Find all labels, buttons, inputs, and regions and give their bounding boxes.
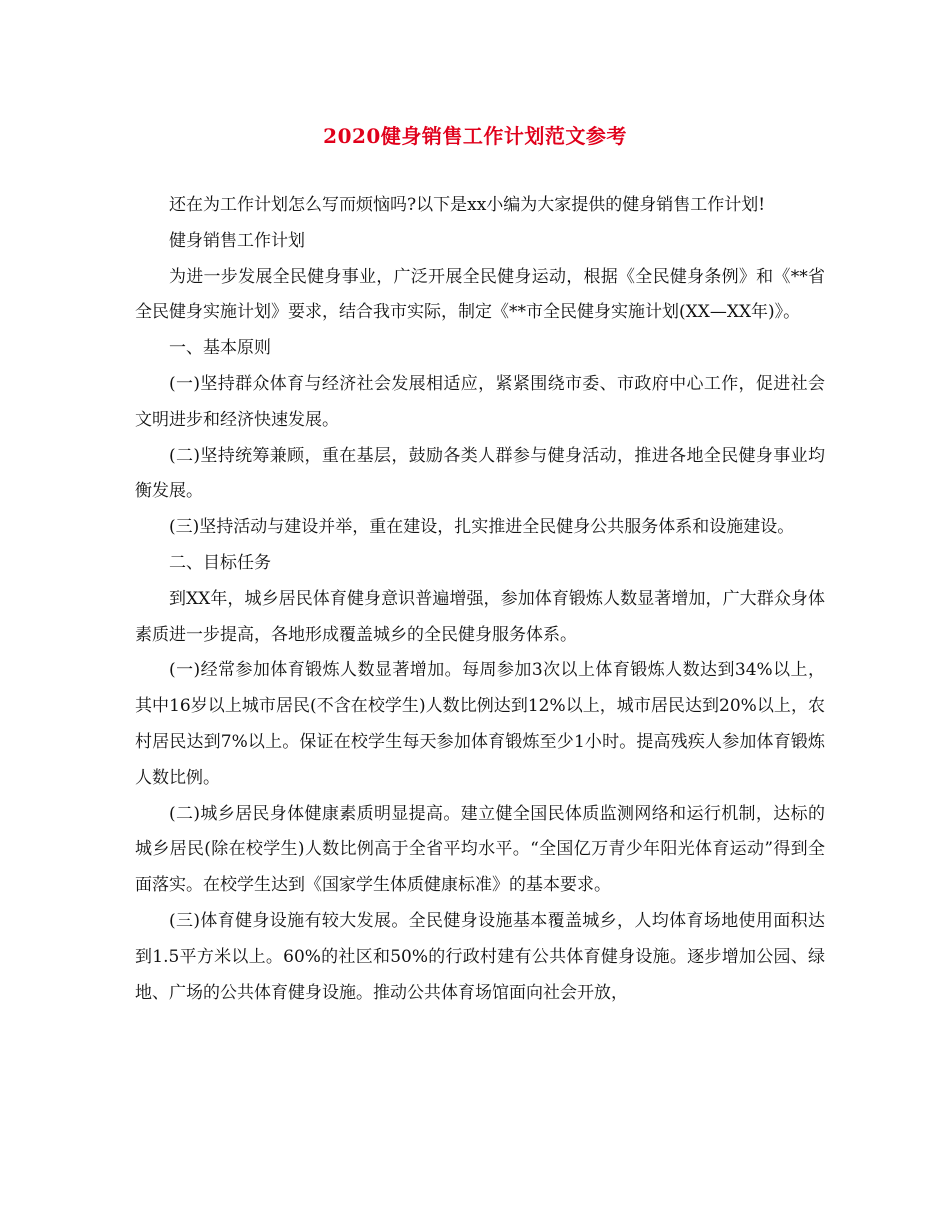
paragraph-principle-2: (二)坚持统筹兼顾，重在基层，鼓励各类人群参与健身活动，推进各地全民健身事业均衡发展。	[135, 445, 825, 502]
paragraph-principle-1: (一)坚持群众体育与经济社会发展相适应，紧紧围绕市委、市政府中心工作，促进社会文明进步和经济快速发展。	[135, 373, 825, 430]
paragraph-goal-3: (三)体育健身设施有较大发展。全民健身设施基本覆盖城乡，人均体育场地使用面积达到1.5平方米以上。60%的社区和50%的行政村建有公共体育健身设施。逐步增加公园、绿地、广场的公共体育健身设施。推动公共体育场馆面向社会开放，	[135, 910, 825, 1003]
paragraph-subtitle: 健身销售工作计划	[169, 230, 305, 251]
document-title: 2020健身销售工作计划范文参考	[323, 124, 627, 148]
paragraph-goals-overview: 到XX年，城乡居民体育健身意识普遍增强，参加体育锻炼人数显著增加，广大群众身体素质进一步提高，各地形成覆盖城乡的全民健身服务体系。	[135, 588, 825, 645]
section-heading-principles: 一、基本原则	[169, 338, 271, 359]
paragraph-preface: 为进一步发展全民健身事业，广泛开展全民健身运动，根据《全民健身条例》和《**省全民健身实施计划》要求，结合我市实际，制定《**市全民健身实施计划(XX—XX年)》。	[135, 266, 825, 323]
paragraph-goal-1: (一)经常参加体育锻炼人数显著增加。每周参加3次以上体育锻炼人数达到34%以上，其中16岁以上城市居民(不含在校学生)人数比例达到12%以上，城市居民达到20%以上，农村居民达到7%以上。保证在校学生每天参加体育锻炼至少1小时。提高残疾人参加体育锻炼人数比例。	[135, 660, 825, 788]
paragraph-principle-3: (三)坚持活动与建设并举，重在建设，扎实推进全民健身公共服务体系和设施建设。	[169, 517, 795, 538]
section-heading-goals: 二、目标任务	[169, 552, 271, 573]
paragraph-intro: 还在为工作计划怎么写而烦恼吗?以下是xx小编为大家提供的健身销售工作计划!	[169, 195, 766, 215]
document-body	[135, 188, 825, 1011]
paragraph-goal-2: (二)城乡居民身体健康素质明显提高。建立健全国民体质监测网络和运行机制，达标的城乡居民(除在校学生)人数比例高于全省平均水平。“全国亿万青少年阳光体育运动”得到全面落实。在校学生达到《国家学生体质健康标准》的基本要求。	[135, 803, 825, 896]
